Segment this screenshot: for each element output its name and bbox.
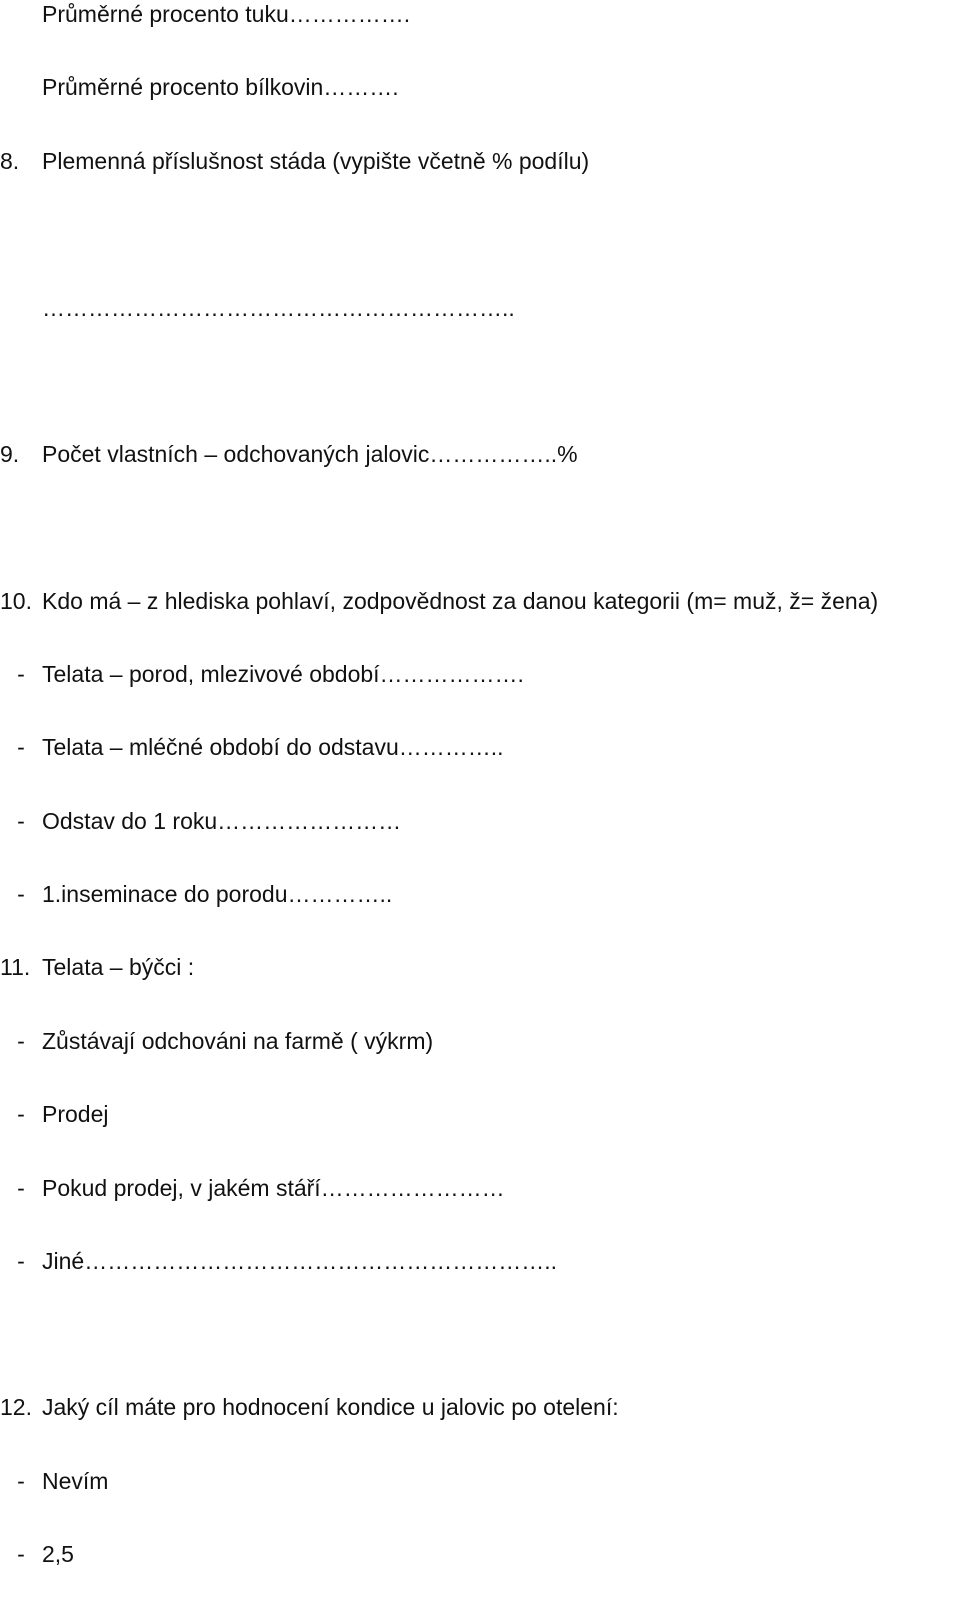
list-item: [0, 807, 401, 835]
list-item-text: Odstav do 1 roku……………………: [42, 808, 402, 834]
list-item: [0, 1247, 557, 1275]
list-item-text: Telata – porod, mlezivové období……………….: [42, 661, 524, 687]
question-number: 12.: [0, 1394, 32, 1420]
question-text: Jaký cíl máte pro hodnocení kondice u jalovic po otelení:: [42, 1394, 619, 1420]
list-item-text: Jiné……………………………………………………..: [42, 1248, 557, 1274]
list-item-text: 2,5: [42, 1541, 74, 1567]
question-text: Počet vlastních – odchovaných jalovic……………..%: [42, 441, 578, 467]
list-dash: -: [17, 1468, 25, 1494]
question-text: Plemenná příslušnost stáda (vypište včetně % podílu): [42, 148, 590, 174]
question-text: Kdo má – z hlediska pohlaví, zodpovědnost za danou kategorii (m= muž, ž= žena): [42, 588, 879, 614]
list-dash: -: [17, 808, 25, 834]
question-number: 10.: [0, 588, 32, 614]
list-item: [0, 1540, 74, 1568]
list-item-text: Pokud prodej, v jakém stáří……………………: [42, 1175, 505, 1201]
question-11: [0, 953, 194, 981]
list-dash: -: [17, 881, 25, 907]
question-text: Telata – býčci :: [42, 954, 195, 980]
list-item: [0, 660, 524, 688]
list-dash: -: [17, 1101, 25, 1127]
list-item-text: 1.inseminace do porodu…………..: [42, 881, 393, 907]
list-item: [0, 1174, 505, 1202]
list-item: [0, 1467, 108, 1495]
question-8-answer-dots: ……………………………………………………..: [42, 295, 515, 321]
list-item-text: Telata – mléčné období do odstavu…………..: [42, 734, 504, 760]
question-8: [0, 147, 589, 175]
list-item-text: Prodej: [42, 1101, 109, 1127]
question-number: 8.: [0, 148, 20, 174]
list-dash: -: [17, 1248, 25, 1274]
list-item: [0, 880, 392, 908]
question-9: [0, 440, 578, 468]
question-12: [0, 1393, 619, 1421]
list-dash: -: [17, 661, 25, 687]
list-dash: -: [17, 1028, 25, 1054]
question-10: [0, 587, 878, 615]
list-item-text: Nevím: [42, 1468, 109, 1494]
list-item-text: Zůstávají odchováni na farmě ( výkrm): [42, 1028, 434, 1054]
question-number: 9.: [0, 441, 20, 467]
list-dash: -: [17, 1541, 25, 1567]
list-dash: -: [17, 734, 25, 760]
question-number: 11.: [0, 954, 31, 980]
protein-percentage-line: Průměrné procento bílkovin……….: [42, 74, 399, 100]
fat-percentage-line: Průměrné procento tuku…………….: [42, 1, 411, 27]
list-item: [0, 1027, 433, 1055]
list-dash: -: [17, 1175, 25, 1201]
list-item: [0, 733, 504, 761]
list-item: [0, 1100, 108, 1128]
